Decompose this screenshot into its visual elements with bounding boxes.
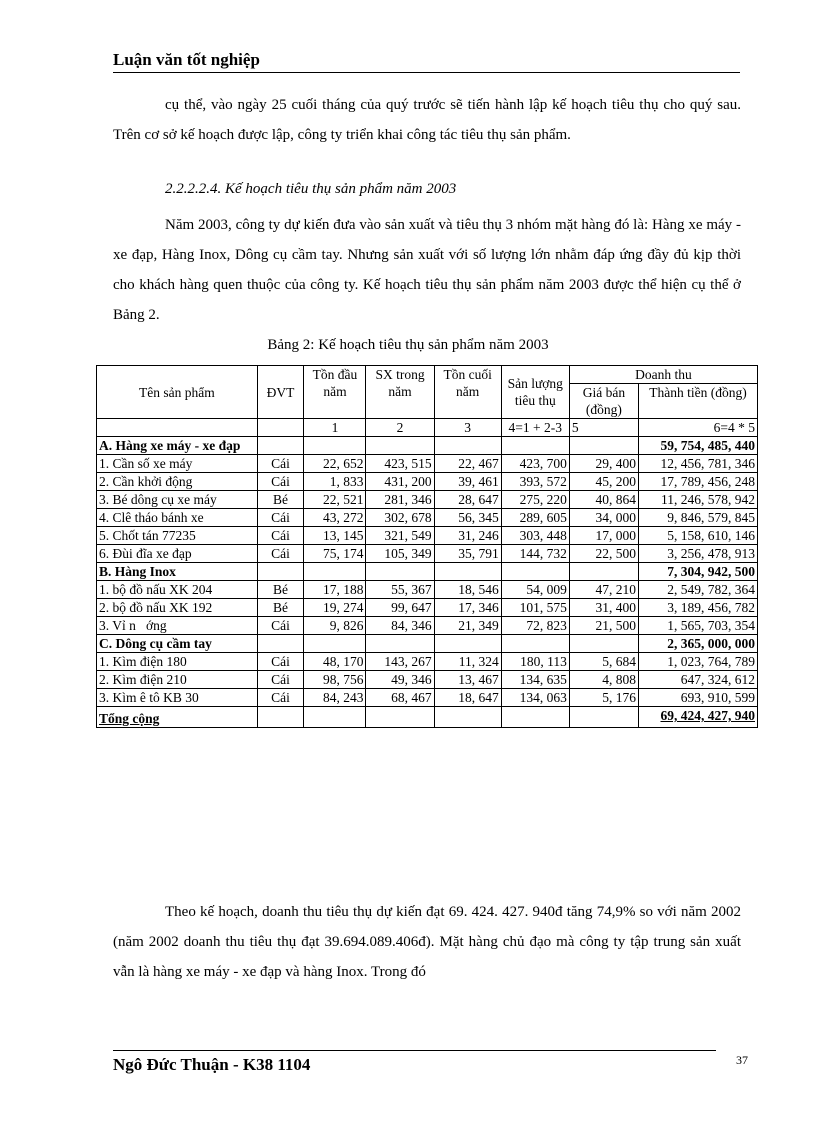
index-cell: 1 [304,419,366,437]
unit-cell: Cái [257,527,304,545]
volume-cell: 134, 635 [501,671,569,689]
index-cell: 5 [569,419,638,437]
product-name: 1. bộ đồ nấu XK 204 [97,581,258,599]
unit-cell: Cái [257,473,304,491]
production-cell: 302, 678 [366,509,434,527]
footer-author: Ngô Đức Thuận - K38 1104 [113,1055,311,1074]
volume-cell: 72, 823 [501,617,569,635]
amount-cell: 11, 246, 578, 942 [638,491,757,509]
product-name: 5. Chốt tán 77235 [97,527,258,545]
page-header-title: Luận văn tốt nghiệp [113,50,260,69]
table-row [97,581,758,599]
paragraph-intro: cụ thể, vào ngày 25 cuối tháng của quý trước sẽ tiến hành lập kế hoạch tiêu thụ cho quý sau. Trên cơ sở kế hoạch được lập, công ty triển khai công tác tiêu thụ sản phẩm. [113,97,741,143]
header-price: Giá bán (đồng) [569,384,638,419]
table-row [97,509,758,527]
opening-cell: 84, 243 [304,689,366,707]
amount-cell: 5, 158, 610, 146 [638,527,757,545]
price-cell: 29, 400 [569,455,638,473]
production-cell: 55, 367 [366,581,434,599]
table-row [97,599,758,617]
product-name: 2. bộ đồ nấu XK 192 [97,599,258,617]
index-cell: 4=1 + 2-3 [501,419,569,437]
opening-cell: 98, 756 [304,671,366,689]
closing-cell: 22, 467 [434,455,501,473]
index-cell: 6=4 * 5 [638,419,757,437]
unit-cell: Bé [257,599,304,617]
header-blank [97,419,258,437]
paragraph-plan: Năm 2003, công ty dự kiến đưa vào sản xuất và tiêu thụ 3 nhóm mặt hàng đó là: Hàng xe máy - xe đạp, Hàng Inox, Dông cụ cầm tay. Nhưng sản xuất với số lượng lớn nhằm đáp ứng đầy đủ kịp thời cho khách hàng quen thuộc của công ty. Kế hoạch tiêu thụ sản phẩm năm 2003 được thể hiện cụ thể ở Bảng 2. [113,217,741,323]
volume-cell: 393, 572 [501,473,569,491]
closing-cell: 18, 647 [434,689,501,707]
amount-cell: 647, 324, 612 [638,671,757,689]
price-cell: 31, 400 [569,599,638,617]
product-name: 3. Kìm ê tô KB 30 [97,689,258,707]
production-cell: 105, 349 [366,545,434,563]
closing-cell: 28, 647 [434,491,501,509]
table-row [97,545,758,563]
closing-cell: 39, 461 [434,473,501,491]
volume-cell: 54, 009 [501,581,569,599]
volume-cell: 101, 575 [501,599,569,617]
price-cell: 40, 864 [569,491,638,509]
amount-cell: 1, 565, 703, 354 [638,617,757,635]
header-revenue: Doanh thu [569,366,757,384]
price-cell: 4, 808 [569,671,638,689]
product-name: 2. Kìm điện 210 [97,671,258,689]
category-total: 2, 365, 000, 000 [638,635,757,653]
production-cell: 143, 267 [366,653,434,671]
product-name: 1. Cần số xe máy [97,455,258,473]
amount-cell: 3, 256, 478, 913 [638,545,757,563]
closing-cell: 17, 346 [434,599,501,617]
product-name: 3. Vỉ n ớng [97,617,258,635]
opening-cell: 19, 274 [304,599,366,617]
price-cell: 17, 000 [569,527,638,545]
product-name: 3. Bé dông cụ xe máy [97,491,258,509]
paragraph-conclusion: Theo kế hoạch, doanh thu tiêu thụ dự kiến đạt 69. 424. 427. 940đ tăng 74,9% so với năm 2002 (năm 2002 doanh thu tiêu thụ đạt 39.694.089.406đ). Mặt hàng chủ đạo mà công ty tập trung sản xuất vẫn là hàng xe máy - xe đạp và hàng Inox. Trong đó [113,904,741,980]
table-row [97,527,758,545]
unit-cell: Cái [257,689,304,707]
footer-divider [113,1050,716,1051]
page-number: 37 [736,1053,748,1067]
category-name: A. Hàng xe máy - xe đạp [97,437,258,455]
unit-cell: Bé [257,491,304,509]
closing-cell: 21, 349 [434,617,501,635]
unit-cell: Cái [257,617,304,635]
product-name: 4. Clê tháo bánh xe [97,509,258,527]
volume-cell: 180, 113 [501,653,569,671]
grand-total-row [97,707,758,728]
index-cell: 2 [366,419,434,437]
amount-cell: 1, 023, 764, 789 [638,653,757,671]
amount-cell: 693, 910, 599 [638,689,757,707]
amount-cell: 3, 189, 456, 782 [638,599,757,617]
price-cell: 45, 200 [569,473,638,491]
opening-cell: 13, 145 [304,527,366,545]
table-row [97,491,758,509]
opening-cell: 22, 521 [304,491,366,509]
sales-plan-table [96,365,758,728]
opening-cell: 43, 272 [304,509,366,527]
table-caption: Bảng 2: Kế hoạch tiêu thụ sản phẩm năm 2003 [267,337,549,353]
table-row [97,689,758,707]
price-cell: 34, 000 [569,509,638,527]
unit-cell: Cái [257,545,304,563]
header-opening: Tồn đầu năm [304,366,366,419]
table-row [97,671,758,689]
unit-cell: Cái [257,671,304,689]
production-cell: 281, 346 [366,491,434,509]
product-name: 1. Kìm điện 180 [97,653,258,671]
category-name: B. Hàng Inox [97,563,258,581]
production-cell: 49, 346 [366,671,434,689]
header-product: Tên sản phẩm [97,366,258,419]
production-cell: 99, 647 [366,599,434,617]
unit-cell: Bé [257,581,304,599]
header-divider [113,72,740,73]
amount-cell: 9, 846, 579, 845 [638,509,757,527]
price-cell: 21, 500 [569,617,638,635]
unit-cell: Cái [257,455,304,473]
table-row [97,617,758,635]
opening-cell: 48, 170 [304,653,366,671]
grand-total-amount: 69, 424, 427, 940 [638,707,757,728]
amount-cell: 12, 456, 781, 346 [638,455,757,473]
product-name: 6. Đùi đĩa xe đạp [97,545,258,563]
grand-total-label: Tổng cộng [99,711,160,726]
header-blank [257,419,304,437]
opening-cell: 9, 826 [304,617,366,635]
volume-cell: 289, 605 [501,509,569,527]
opening-cell: 75, 174 [304,545,366,563]
volume-cell: 423, 700 [501,455,569,473]
production-cell: 321, 549 [366,527,434,545]
header-volume: Sản lượng tiêu thụ [501,366,569,419]
unit-cell: Cái [257,653,304,671]
production-cell: 68, 467 [366,689,434,707]
closing-cell: 31, 246 [434,527,501,545]
closing-cell: 11, 324 [434,653,501,671]
header-production: SX trong năm [366,366,434,419]
category-total: 7, 304, 942, 500 [638,563,757,581]
closing-cell: 13, 467 [434,671,501,689]
volume-cell: 303, 448 [501,527,569,545]
price-cell: 5, 176 [569,689,638,707]
table-row [97,455,758,473]
volume-cell: 144, 732 [501,545,569,563]
header-unit: ĐVT [257,366,304,419]
production-cell: 431, 200 [366,473,434,491]
table-row [97,473,758,491]
unit-cell: Cái [257,509,304,527]
category-name: C. Dông cụ cầm tay [97,635,258,653]
amount-cell: 2, 549, 782, 364 [638,581,757,599]
section-subheading: 2.2.2.2.4. Kế hoạch tiêu thụ sản phẩm năm 2003 [165,181,457,197]
volume-cell: 275, 220 [501,491,569,509]
closing-cell: 18, 546 [434,581,501,599]
index-cell: 3 [434,419,501,437]
production-cell: 84, 346 [366,617,434,635]
opening-cell: 22, 652 [304,455,366,473]
header-amount: Thành tiền (đồng) [638,384,757,419]
product-name: 2. Cần khởi động [97,473,258,491]
opening-cell: 17, 188 [304,581,366,599]
amount-cell: 17, 789, 456, 248 [638,473,757,491]
closing-cell: 35, 791 [434,545,501,563]
closing-cell: 56, 345 [434,509,501,527]
production-cell: 423, 515 [366,455,434,473]
price-cell: 5, 684 [569,653,638,671]
header-closing: Tồn cuối năm [434,366,501,419]
price-cell: 47, 210 [569,581,638,599]
table-row [97,653,758,671]
category-total: 59, 754, 485, 440 [638,437,757,455]
volume-cell: 134, 063 [501,689,569,707]
price-cell: 22, 500 [569,545,638,563]
opening-cell: 1, 833 [304,473,366,491]
